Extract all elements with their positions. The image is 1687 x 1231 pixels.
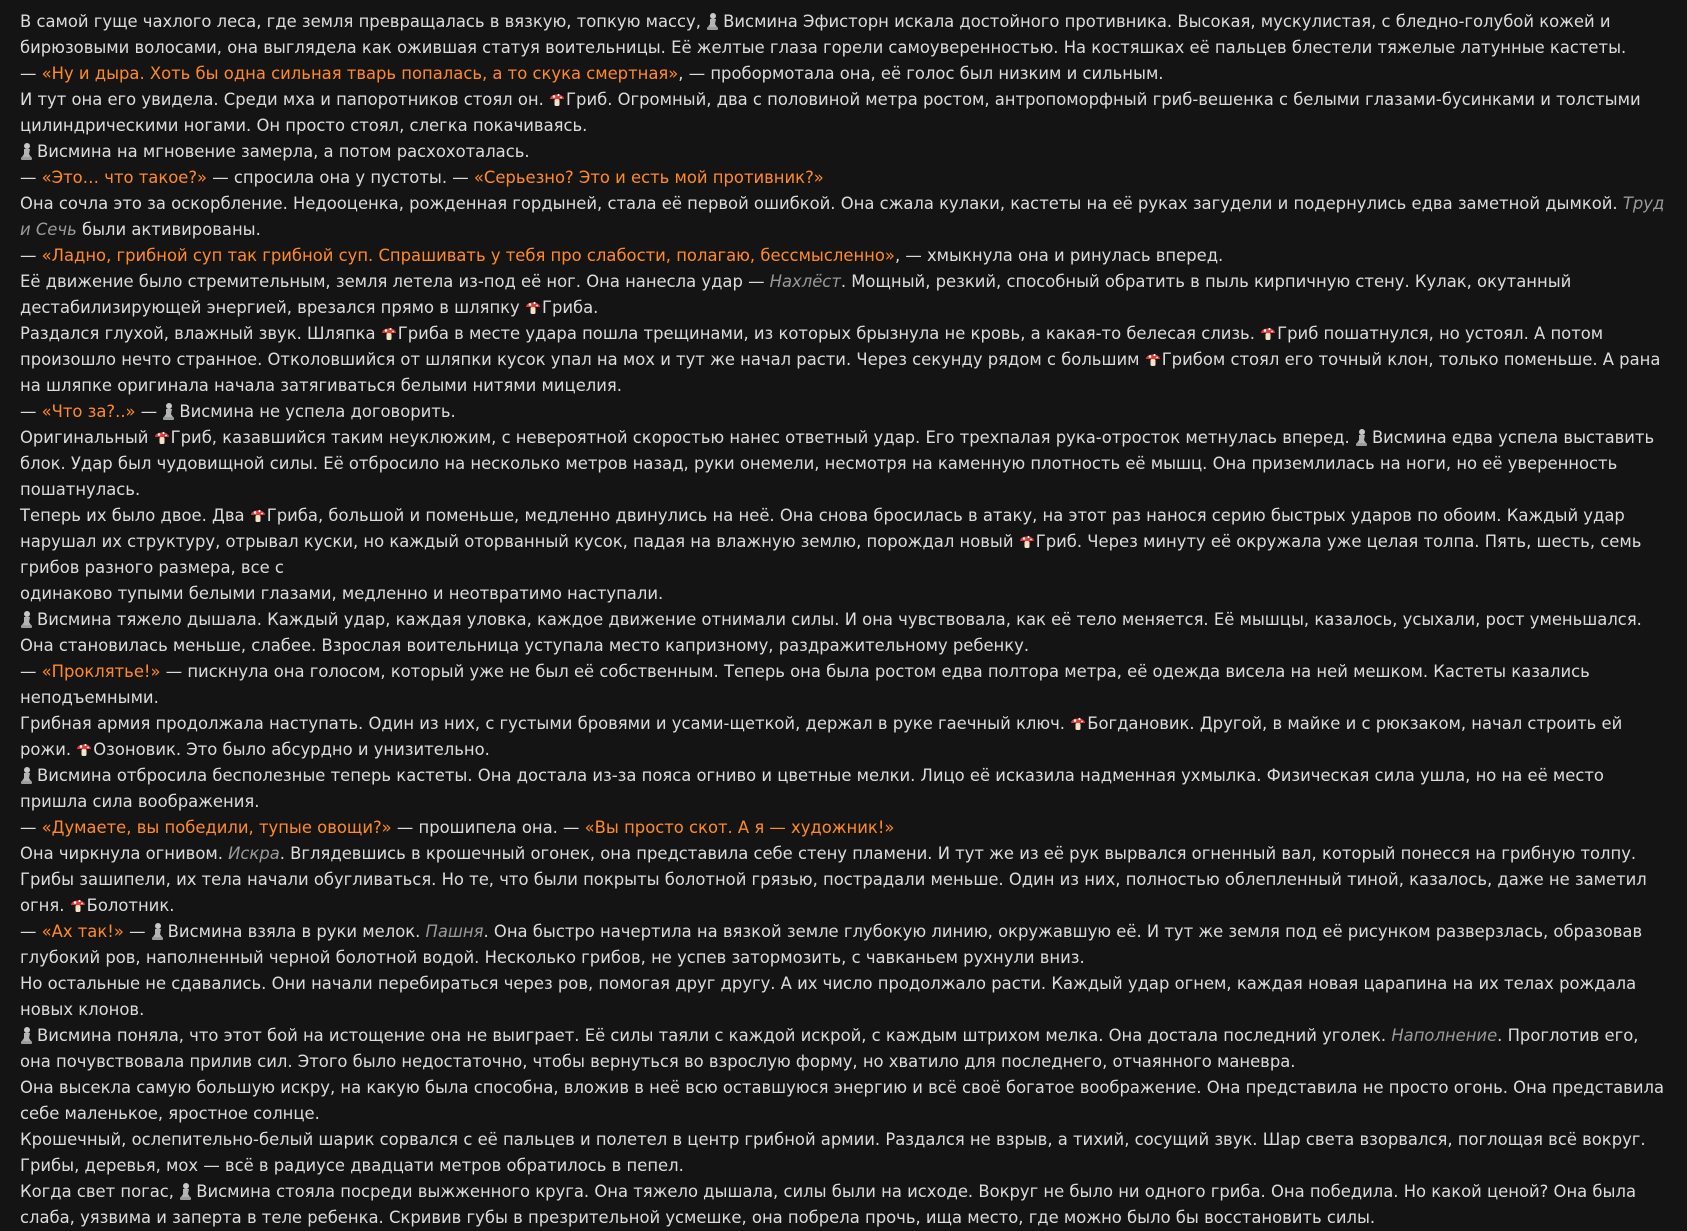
narration-text: Она сочла это за оскорбление. Недооценка, рожденная гордыней, стала её первой ошибкой. Она сжала кулаки, кастеты на её руках загудели и подернулись едва заметной дымкой. bbox=[20, 194, 1623, 213]
paragraph bbox=[20, 1127, 1672, 1179]
narration-text: Висмина отбросила бесполезные теперь кастеты. Она достала из-за пояса огниво и цветные мелки. Лицо её исказила надменная ухмылка. Физическая сила ушла, но на её место пришла сила воображения. bbox=[20, 766, 1604, 811]
chess-piece-icon bbox=[706, 12, 720, 30]
narration-text: — bbox=[135, 402, 163, 421]
narration-text: Висмина взяла в руки мелок. bbox=[167, 922, 426, 941]
narration-text: Висмина на мгновение замерла, а потом расхохоталась. bbox=[37, 142, 530, 161]
narration-text: Её движение было стремительным, земля летела из-под её ног. Она нанесла удар — bbox=[20, 272, 770, 291]
narration-text: Крошечный, ослепительно-белый шарик сорвался с её пальцев и полетел в центр грибной армии. Раздался не взрыв, а тихий, сосущий звук. Шар света взорвался, поглощая всё вокруг. Грибы, деревья, мох — всё в радиусе двадцати метров обратилось в пепел. bbox=[20, 1130, 1646, 1175]
narration-text: В самой гуще чахлого леса, где земля превращалась в вязкую, топкую массу, bbox=[20, 12, 707, 31]
narration-text: Она высекла самую большую искру, на какую была способна, вложив в неё всю оставшуюся энергию и всё своё богатое воображение. Она представила не просто огонь. Она представила себе маленькое, яростное солнце. bbox=[20, 1078, 1665, 1123]
narration-text: — bbox=[20, 662, 42, 681]
narration-text: — bbox=[20, 818, 42, 837]
narration-text: Гриб. Через минуту её окружала уже целая толпа. Пять, шесть, семь грибов разного размера, все с bbox=[20, 532, 1642, 577]
paragraph bbox=[20, 919, 1672, 971]
dialogue-quote: «Ну и дыра. Хоть бы одна сильная тварь попалась, а то скука смертная» bbox=[41, 64, 679, 83]
chess-piece-icon bbox=[20, 1026, 34, 1044]
narration-text: Висмина едва успела выставить блок. Удар был чудовищной силы. Её отбросило на несколько метров назад, руки онемели, несмотря на каменную плотность её мышц. Она приземлилась на ноги, но её уверенность пошатнулась. bbox=[20, 428, 1655, 499]
narration-text: . Она быстро начертила на вязкой земле глубокую линию, окружавшую её. И тут же земля под её рисунком разверзлась, образовав глубокий ров, наполненный черной болотной водой. Несколько грибов, не успев затормозить, с чавканьем рухнули вниз. bbox=[20, 922, 1643, 967]
narration-text: И тут она его увидела. Среди мха и папоротников стоял он. bbox=[20, 90, 550, 109]
spell-name: Нахлёст bbox=[769, 272, 841, 291]
narration-text: Болотник. bbox=[86, 896, 175, 915]
dialogue-quote: «Что за?..» bbox=[41, 402, 136, 421]
narration-text: — спросила она у пустоты. — bbox=[207, 168, 474, 187]
mushroom-icon bbox=[250, 506, 264, 524]
mushroom-icon bbox=[1070, 714, 1084, 732]
dialogue-quote: «Проклятье!» bbox=[41, 662, 161, 681]
story-text bbox=[20, 9, 1672, 1231]
narration-text: Раздался глухой, влажный звук. Шляпка bbox=[20, 324, 381, 343]
mushroom-icon bbox=[154, 428, 168, 446]
narration-text: Висмина стояла посреди выжженного круга. Она тяжело дышала, силы были на исходе. Вокруг не было ни одного гриба. Она победила. Но какой ценой? Она была слаба, уязвима и заперта в теле ребенка. Скривив губы в презрительной усмешке, она побрела прочь, ища место, где можно было бы восстановить силы. bbox=[20, 1182, 1636, 1227]
mushroom-icon bbox=[76, 740, 90, 758]
spell-name: Наполнение bbox=[1391, 1026, 1498, 1045]
paragraph bbox=[20, 399, 1672, 425]
narration-text: Но остальные не сдавались. Они начали перебираться через ров, помогая друг другу. А их число продолжало расти. Каждый удар огнем, каждая новая царапина на их телах рождала новых клонов. bbox=[20, 974, 1637, 1019]
narration-text: Гриба в месте удара пошла трещинами, из которых брызнула не кровь, а какая-то белесая слизь. bbox=[397, 324, 1261, 343]
narration-text: были активированы. bbox=[76, 220, 261, 239]
narration-text: одинаково тупыми белыми глазами, медленно и неотвратимо наступали. bbox=[20, 584, 664, 603]
paragraph bbox=[20, 243, 1672, 269]
narration-text: Она чиркнула огнивом. bbox=[20, 844, 229, 863]
spell-name: Труд и Сечь bbox=[20, 194, 1665, 239]
narration-text: — bbox=[20, 168, 42, 187]
chess-piece-icon bbox=[1355, 428, 1369, 446]
narration-text: — пискнула она голосом, который уже не был её собственным. Теперь она была ростом едва полтора метра, её одежда висела на ней мешком. Кастеты казались неподъемными. bbox=[20, 662, 1590, 707]
chess-piece-icon bbox=[20, 766, 34, 784]
paragraph bbox=[20, 61, 1672, 87]
narration-text: Висмина тяжело дышала. Каждый удар, каждая уловка, каждое движение отнимали силы. И она чувствовала, как её тело меняется. Её мышцы, казалось, усыхали, рост уменьшался. Она становилась меньше, слабее. Взрослая воительница уступала место капризному, раздражительному ребенку. bbox=[20, 610, 1642, 655]
mushroom-icon bbox=[1145, 350, 1159, 368]
narration-text: Висмина Эфисторн искала достойного противника. Высокая, мускулистая, с бледно-голубой кожей и бирюзовыми волосами, она выглядела как ожившая статуя воительницы. Её желтые глаза горели самоуверенностью. На костяшках её пальцев блестели тяжелые латунные кастеты. bbox=[20, 12, 1627, 57]
spell-name: Искра bbox=[228, 844, 280, 863]
dialogue-quote: «Вы просто скот. А я — художник!» bbox=[584, 818, 895, 837]
narration-text: Богдановик. Другой, в майке и с рюкзаком, начал строить ей рожи. bbox=[20, 714, 1623, 759]
narration-text: Озоновик. Это было абсурдно и унизительно. bbox=[93, 740, 490, 759]
paragraph bbox=[20, 9, 1672, 61]
paragraph bbox=[20, 581, 1672, 607]
paragraph bbox=[20, 841, 1672, 919]
dialogue-quote: «Ах так!» bbox=[41, 922, 124, 941]
paragraph bbox=[20, 321, 1672, 399]
mushroom-icon bbox=[70, 896, 84, 914]
narration-text: Оригинальный bbox=[20, 428, 154, 447]
narration-text: Теперь их было двое. Два bbox=[20, 506, 250, 525]
narration-text: Когда свет погас, bbox=[20, 1182, 180, 1201]
paragraph bbox=[20, 269, 1672, 321]
narration-text: Грибом стоял его точный клон, только поменьше. А рана на шляпке оригинала начала затягиваться белыми нитями мицелия. bbox=[20, 350, 1661, 395]
narration-text: Гриба. bbox=[541, 298, 599, 317]
dialogue-quote: «Серьезно? Это и есть мой противник?» bbox=[473, 168, 824, 187]
paragraph bbox=[20, 711, 1672, 763]
narration-text: Гриб, казавшийся таким неуклюжим, с невероятной скоростью нанес ответный удар. Его трехпалая рука-отросток метнулась вперед. bbox=[170, 428, 1355, 447]
mushroom-icon bbox=[549, 90, 563, 108]
narration-text: . Мощный, резкий, способный обратить в пыль кирпичную стену. Кулак, окутанный дестабилизирующей энергией, врезался прямо в шляпку bbox=[20, 272, 1572, 317]
narration-text: — bbox=[123, 922, 151, 941]
narration-text: . Вглядевшись в крошечный огонек, она представила себе стену пламени. И тут же из её рук вырвался огненный вал, который понесся на грибную толпу. Грибы зашипели, их тела начали обугливаться. Но те, что были покрыты болотной грязью, пострадали меньше. Один из них, полностью облепленный тиной, казалось, даже не заметил огня. bbox=[20, 844, 1647, 915]
paragraph bbox=[20, 1075, 1672, 1127]
paragraph bbox=[20, 425, 1672, 503]
paragraph bbox=[20, 659, 1672, 711]
chess-piece-icon bbox=[151, 922, 165, 940]
dialogue-quote: «Это… что такое?» bbox=[41, 168, 208, 187]
narration-text: — bbox=[20, 922, 42, 941]
narration-text: — bbox=[20, 64, 42, 83]
narration-text: . Проглотив его, она почувствовала прилив сил. Этого было недостаточно, чтобы вернуться во взрослую форму, но хватило для последнего, отчаянного маневра. bbox=[20, 1026, 1639, 1071]
paragraph bbox=[20, 165, 1672, 191]
paragraph bbox=[20, 1179, 1672, 1231]
mushroom-icon bbox=[525, 298, 539, 316]
chess-piece-icon bbox=[179, 1182, 193, 1200]
narration-text: Грибная армия продолжала наступать. Один из них, с густыми бровями и усами-щеткой, держал в руке гаечный ключ. bbox=[20, 714, 1071, 733]
narration-text: — bbox=[20, 246, 42, 265]
spell-name: Пашня bbox=[425, 922, 484, 941]
paragraph bbox=[20, 815, 1672, 841]
narration-text: — прошипела она. — bbox=[391, 818, 585, 837]
dialogue-quote: «Ладно, грибной суп так грибной суп. Спрашивать у тебя про слабости, полагаю, бессмысленно» bbox=[41, 246, 895, 265]
chess-piece-icon bbox=[20, 610, 34, 628]
narration-text: Гриб. Огромный, два с половиной метра ростом, антропоморфный гриб-вешенка с белыми глазами-бусинками и толстыми цилиндрическими ногами. Он просто стоял, слегка покачиваясь. bbox=[20, 90, 1641, 135]
paragraph bbox=[20, 191, 1672, 243]
paragraph bbox=[20, 971, 1672, 1023]
dialogue-quote: «Думаете, вы победили, тупые овощи?» bbox=[41, 818, 392, 837]
narration-text: Гриба, большой и поменьше, медленно двинулись на неё. Она снова бросилась в атаку, на этот раз нанося серию быстрых ударов по обоим. Каждый удар нарушал их структуру, отрывал куски, но каждый оторванный кусок, падая на влажную землю, порождал новый bbox=[20, 506, 1625, 551]
mushroom-icon bbox=[381, 324, 395, 342]
chess-piece-icon bbox=[162, 402, 176, 420]
paragraph bbox=[20, 87, 1672, 139]
paragraph bbox=[20, 139, 1672, 165]
narration-text: — bbox=[20, 402, 42, 421]
paragraph bbox=[20, 607, 1672, 659]
paragraph bbox=[20, 1023, 1672, 1075]
mushroom-icon bbox=[1260, 324, 1274, 342]
chess-piece-icon bbox=[20, 142, 34, 160]
mushroom-icon bbox=[1019, 532, 1033, 550]
narration-text: Висмина не успела договорить. bbox=[179, 402, 456, 421]
paragraph bbox=[20, 763, 1672, 815]
narration-text: , — пробормотала она, её голос был низким и сильным. bbox=[678, 64, 1164, 83]
paragraph bbox=[20, 503, 1672, 581]
narration-text: Гриб пошатнулся, но устоял. А потом произошло нечто странное. Отколовшийся от шляпки кусок упал на мох и тут же начал расти. Через секунду рядом с большим bbox=[20, 324, 1604, 369]
narration-text: Висмина поняла, что этот бой на истощение она не выиграет. Её силы таяли с каждой искрой, с каждым штрихом мелка. Она достала последний уголек. bbox=[37, 1026, 1392, 1045]
narration-text: , — хмыкнула она и ринулась вперед. bbox=[894, 246, 1224, 265]
